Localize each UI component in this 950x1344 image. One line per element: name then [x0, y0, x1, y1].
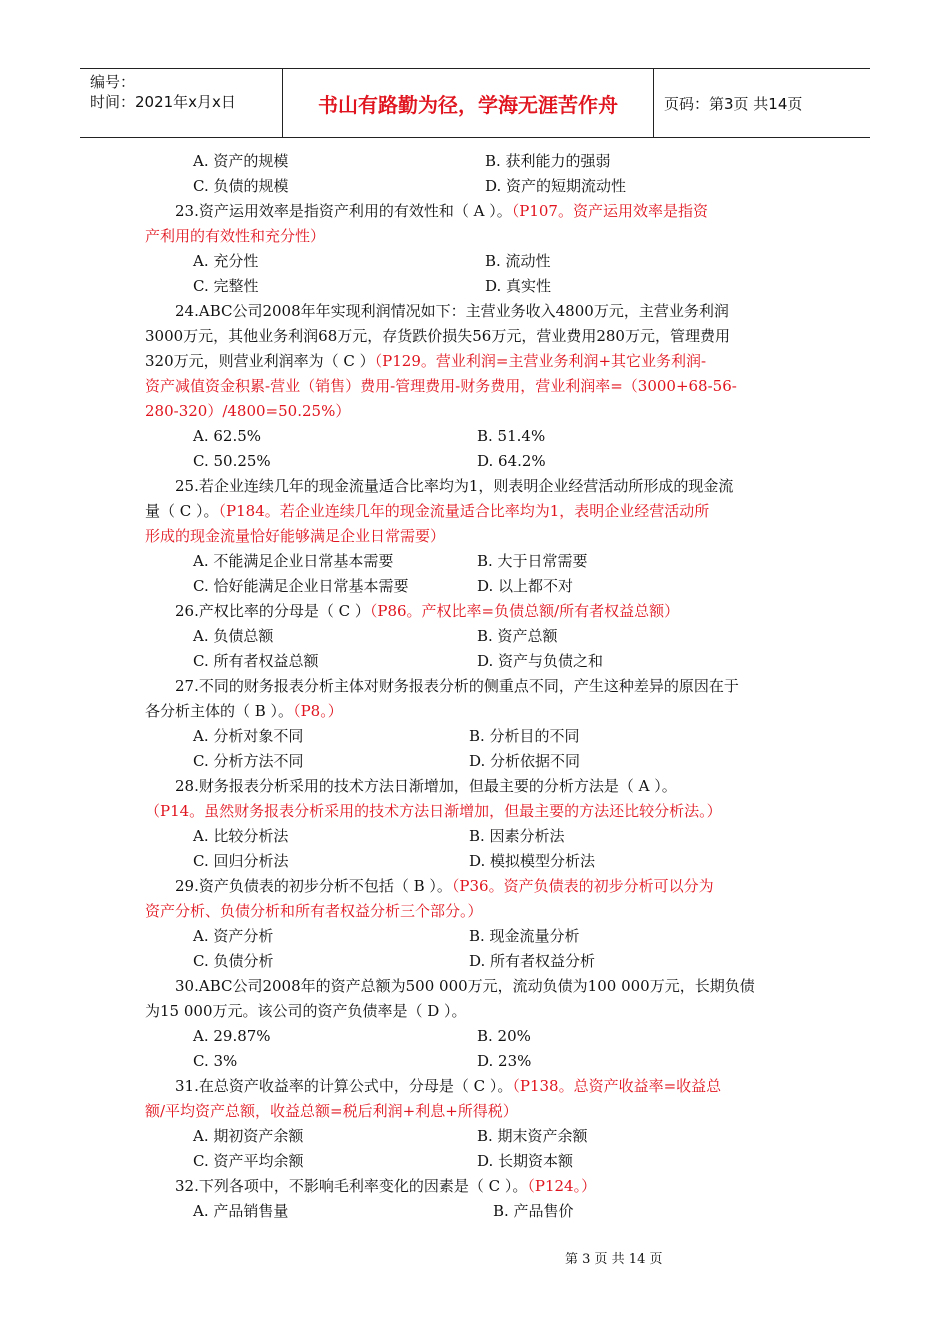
annotation-text: 资产减值资金积累-营业（销售）费用-管理费用-财务费用，营业利润率=（3000+68-56-	[145, 377, 737, 395]
body-text: 23.资产运用效率是指资产利用的有效性和（ A ）。	[175, 202, 512, 220]
body-text: B. 现金流量分析	[469, 927, 580, 945]
text-line	[469, 951, 595, 971]
text-line	[493, 1201, 574, 1221]
body-text: B. 因素分析法	[469, 827, 565, 845]
text-line	[477, 1126, 588, 1146]
body-text: A. 充分性	[193, 252, 259, 270]
doc-time-label: 时间：2021年x月x日	[90, 93, 236, 111]
text-line	[469, 826, 565, 846]
text-line	[145, 1101, 518, 1121]
body-text: 27.不同的财务报表分析主体对财务报表分析的侧重点不同，产生这种差异的原因在于	[175, 677, 739, 695]
body-text: 量（ C ）。	[145, 502, 219, 520]
body-text: C. 恰好能满足企业日常基本需要	[193, 577, 409, 595]
annotation-text: （P184。若企业连续几年的现金流量适合比率均为1，表明企业经营活动所	[218, 502, 710, 520]
body-text: D. 真实性	[485, 277, 552, 295]
text-line	[193, 451, 271, 471]
annotation-text: 形成的现金流量恰好能够满足企业日常需要）	[145, 527, 446, 545]
text-line	[145, 901, 483, 921]
body-text: A. 期初资产余额	[193, 1127, 304, 1145]
text-line	[175, 1176, 596, 1196]
annotation-text: （P8。）	[293, 702, 343, 720]
body-text: 3000万元，其他业务利润68万元，存货跌价损失56万元，营业费用280万元，管理费用	[145, 327, 730, 345]
text-line	[193, 651, 318, 671]
body-text: B. 获利能力的强弱	[485, 152, 611, 170]
text-line	[145, 351, 706, 371]
text-line	[175, 301, 729, 321]
text-line	[469, 926, 580, 946]
text-line	[477, 426, 545, 446]
body-text: D. 资产的短期流动性	[485, 177, 627, 195]
text-line	[193, 1126, 303, 1146]
text-line	[193, 1051, 237, 1071]
body-text: 为15 000万元。该公司的资产负债率是（ D ）。	[145, 1002, 467, 1020]
text-line	[193, 276, 258, 296]
body-text: B. 期末资产余额	[477, 1127, 588, 1145]
text-line	[145, 1001, 467, 1021]
text-line	[193, 851, 288, 871]
text-line	[477, 626, 558, 646]
body-text: B. 流动性	[485, 252, 551, 270]
annotation-text: （P107。资产运用效率是指资	[511, 202, 708, 220]
text-line	[175, 976, 755, 996]
body-text: 26.产权比率的分母是（ C ）	[175, 602, 370, 620]
body-text: D. 资产与负债之和	[477, 652, 604, 670]
text-line	[477, 551, 588, 571]
text-line	[193, 551, 393, 571]
annotation-text: 280-320）/4800=50.25%）	[145, 402, 351, 420]
body-text: A. 负债总额	[193, 627, 274, 645]
text-line	[193, 726, 303, 746]
annotation-text: （P14。虽然财务报表分析采用的技术方法日渐增加，但最主要的方法还比较分析法。）	[145, 802, 722, 820]
text-line	[485, 251, 551, 271]
text-line	[193, 1026, 271, 1046]
header-meta-cell	[80, 69, 283, 137]
text-line	[193, 951, 273, 971]
text-line	[145, 401, 350, 421]
body-text: C. 回归分析法	[193, 852, 289, 870]
body-text: D. 以上都不对	[477, 577, 574, 595]
text-line	[485, 276, 551, 296]
text-line	[477, 576, 573, 596]
text-line	[175, 1076, 721, 1096]
annotation-text: 额/平均资产总额，收益总额=税后利润+利息+所得税）	[145, 1102, 518, 1120]
body-text: A. 不能满足企业日常基本需要	[193, 552, 394, 570]
doc-code-label: 编号：	[90, 73, 136, 91]
text-line	[145, 326, 730, 346]
text-line	[477, 1151, 573, 1171]
body-text: 31.在总资产收益率的计算公式中，分母是（ C ）。	[175, 1077, 513, 1095]
header-page-info: 页码：第3页 共14页	[664, 95, 803, 113]
body-text: 24.ABC公司2008年年实现利润情况如下：主营业务收入4800万元，主营业务利润	[175, 302, 729, 320]
text-line	[145, 501, 709, 521]
body-text: 各分析主体的（ B ）。	[145, 702, 294, 720]
text-line	[469, 851, 595, 871]
body-text: C. 所有者权益总额	[193, 652, 319, 670]
text-line	[193, 251, 258, 271]
text-line	[145, 701, 343, 721]
body-text: C. 负债分析	[193, 952, 274, 970]
text-line	[175, 201, 708, 221]
body-text: C. 完整性	[193, 277, 259, 295]
body-text: D. 长期资本额	[477, 1152, 574, 1170]
header-motto: 书山有路勤为径，学海无涯苦作舟	[283, 69, 654, 137]
body-text: B. 20%	[477, 1027, 531, 1045]
annotation-text: （P129。营业利润=主营业务利润+其它业务利润-	[374, 352, 707, 370]
text-line	[469, 751, 580, 771]
body-text: C. 资产平均余额	[193, 1152, 304, 1170]
body-text: D. 23%	[477, 1052, 532, 1070]
text-line	[145, 801, 722, 821]
text-line	[175, 776, 677, 796]
body-text: 320万元，则营业利润率为（ C ）	[145, 352, 375, 370]
text-line	[193, 626, 273, 646]
body-text: A. 资产的规模	[193, 152, 289, 170]
text-line	[193, 926, 273, 946]
text-line	[193, 751, 303, 771]
body-text: 29.资产负债表的初步分析不包括（ B ）。	[175, 877, 452, 895]
text-line	[485, 176, 626, 196]
text-line	[193, 176, 288, 196]
body-text: B. 资产总额	[477, 627, 558, 645]
annotation-text: （P124。）	[527, 1177, 597, 1195]
page-header	[80, 68, 870, 138]
text-line	[477, 451, 546, 471]
body-text: C. 分析方法不同	[193, 752, 304, 770]
annotation-text: （P86。产权比率=负债总额/所有者权益总额）	[369, 602, 680, 620]
text-line	[175, 676, 739, 696]
page-footer: 第 3 页 共 14 页	[565, 1252, 663, 1267]
body-text: B. 大于日常需要	[477, 552, 588, 570]
body-text: A. 产品销售量	[193, 1202, 289, 1220]
text-line	[477, 1051, 531, 1071]
body-text: B. 51.4%	[477, 427, 546, 445]
body-text: D. 分析依据不同	[469, 752, 581, 770]
body-text: B. 分析目的不同	[469, 727, 580, 745]
text-line	[193, 576, 408, 596]
body-text: A. 比较分析法	[193, 827, 289, 845]
text-line	[477, 651, 603, 671]
text-line	[175, 876, 714, 896]
text-line	[145, 376, 737, 396]
text-line	[485, 151, 611, 171]
text-line	[193, 1201, 288, 1221]
text-line	[145, 526, 445, 546]
annotation-text: 资产分析、负债分析和所有者权益分析三个部分。）	[145, 902, 483, 920]
annotation-text: （P36。资产负债表的初步分析可以分为	[451, 877, 714, 895]
body-text: C. 50.25%	[193, 452, 271, 470]
body-text: A. 分析对象不同	[193, 727, 304, 745]
text-line	[145, 226, 325, 246]
body-text: 25.若企业连续几年的现金流量适合比率均为1，则表明企业经营活动所形成的现金流	[175, 477, 734, 495]
text-line	[193, 151, 288, 171]
text-line	[193, 1151, 303, 1171]
body-text: D. 64.2%	[477, 452, 546, 470]
annotation-text: （P138。总资产收益率=收益总	[512, 1077, 722, 1095]
body-text: B. 产品售价	[493, 1202, 574, 1220]
text-line	[469, 726, 580, 746]
body-text: A. 62.5%	[193, 427, 262, 445]
body-text: C. 负债的规模	[193, 177, 289, 195]
annotation-text: 产利用的有效性和充分性）	[145, 227, 326, 245]
body-text: 32.下列各项中，不影响毛利率变化的因素是（ C ）。	[175, 1177, 528, 1195]
text-line	[193, 426, 261, 446]
text-line	[193, 826, 288, 846]
text-line	[175, 601, 679, 621]
body-text: D. 模拟模型分析法	[469, 852, 596, 870]
text-line	[175, 476, 733, 496]
body-text: 30.ABC公司2008年的资产总额为500 000万元，流动负债为100 000万元，长期负债	[175, 977, 755, 995]
body-text: A. 29.87%	[193, 1027, 271, 1045]
text-line	[477, 1026, 531, 1046]
body-text: A. 资产分析	[193, 927, 274, 945]
body-text: D. 所有者权益分析	[469, 952, 596, 970]
body-text: 28.财务报表分析采用的技术方法日渐增加，但最主要的分析方法是（ A ）。	[175, 777, 677, 795]
body-text: C. 3%	[193, 1052, 238, 1070]
